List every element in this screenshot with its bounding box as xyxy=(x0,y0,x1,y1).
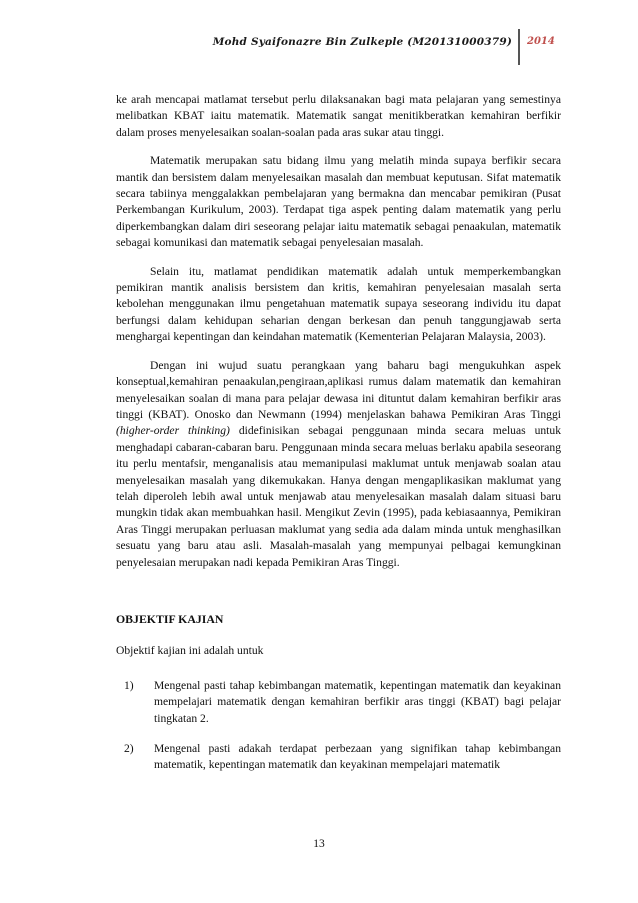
objectives-intro: Objektif kajian ini adalah untuk xyxy=(116,644,264,658)
section-heading: OBJEKTIF KAJIAN xyxy=(116,611,224,626)
page-header xyxy=(0,0,638,70)
list-item-text: Mengenal pasti adakah terdapat perbezaan yang signifikan tahap kebimbangan matematik, kepentingan matematik dan keyakinan mempelajari matematik xyxy=(154,742,561,772)
list-item xyxy=(116,678,561,727)
list-item xyxy=(116,741,561,774)
page-number: 13 xyxy=(313,838,325,850)
paragraph-4-text-before: Dengan ini wujud suatu perangkaan yang baharu bagi mengukuhkan aspek konseptual,kemahiran penaakulan,pengiraan,aplikasi rumus dalam matematik dan kemahiran menyelesaikan soalan di mana para pelajar dewasa ini dituntut dalam kemahiran berfikir aras tinggi (KBAT). Onosko dan Newmann (1994) menjelaskan bahawa Pemikiran Aras Tinggi xyxy=(116,358,561,421)
list-item-number: 2) xyxy=(124,742,134,755)
header-divider xyxy=(518,29,520,65)
paragraph-4-text-after: didefinisikan sebagai penggunaan minda secara meluas untuk menghadapi cabaran-cabaran baru. Penggunaan minda secara meluas berlaku apabila seseorang itu perlu mentafsir, menganalisis atau memanipulasi maklumat untuk menjawab soalan atau menyelesaikan masalah yang dikemukakan. Hanya dengan mengaplikasikan maklumat yang telah diperoleh lebih awal untuk menjawab atau menyelesaikan masalah dalam situasi baru mungkin tidak akan membuahkan hasil. Mengikut Zevin (1995), pada kebiasaannya, Pemikiran Aras Tinggi merupakan perluasan maklumat yang sedia ada dalam minda untuk menghasilkan sesuatu yang baru atau asli. Masalah-masalah yang mempunyai pelbagai kemungkinan penyelesaian merupakan nadi kepada Pemikiran Aras Tinggi. xyxy=(116,424,561,569)
paragraph-2: Matematik merupakan satu bidang ilmu yang melatih minda supaya berfikir secara mantik dan bersistem dalam menyelesaikan masalah dan membuat keputusan. Sifat matematik secara tabiinya menggalakkan pembelajaran yang bermakna dan mencabar pemikiran (Pusat Perkembangan Kurikulum, 2003). Terdapat tiga aspek penting dalam matematik yang perlu diperkembangkan dalam diri seseorang pelajar iaitu matematik sebagai penaakulan, matematik sebagai komunikasi dan matematik sebagai penyelesaian masalah. xyxy=(116,154,561,250)
document-body xyxy=(116,92,561,788)
paragraph-4 xyxy=(116,358,561,571)
list-item-number: 1) xyxy=(124,678,134,692)
paragraph-4-italic-term: (higher-order thinking) xyxy=(116,424,230,438)
header-year: 2014 xyxy=(527,36,555,47)
objectives-list xyxy=(116,678,561,774)
header-author: Mohd Syaifonazre Bin Zulkeple (M20131000379) xyxy=(212,36,512,48)
paragraph-1: ke arah mencapai matlamat tersebut perlu dilaksanakan bagi mata pelajaran yang semestinya melibatkan KBAT iaitu matematik. Matematik sangat menitikberatkan kemahiran berfikir dalam proses menyelesaikan soalan-soalan pada aras sukar atau tinggi. xyxy=(116,93,561,139)
list-item-text: Mengenal pasti tahap kebimbangan matematik, kepentingan matematik dan keyakinan mempelajari matematik dengan kemahiran berfikir aras tinggi (KBAT) bagi pelajar tingkatan 2. xyxy=(154,678,561,725)
paragraph-3: Selain itu, matlamat pendidikan matematik adalah untuk memperkembangkan pemikiran mantik analisis bersistem dan kritis, kemahiran penyelesaian masalah serta kebolehan menggunakan ilmu pengetahuan matematik supaya seseorang individu itu dapat berfungsi dalam kehidupan seharian dengan berkesan dan penuh tanggungjawab serta menghargai kepentingan dan keindahan matematik (Kementerian Pelajaran Malaysia, 2003). xyxy=(116,264,561,344)
